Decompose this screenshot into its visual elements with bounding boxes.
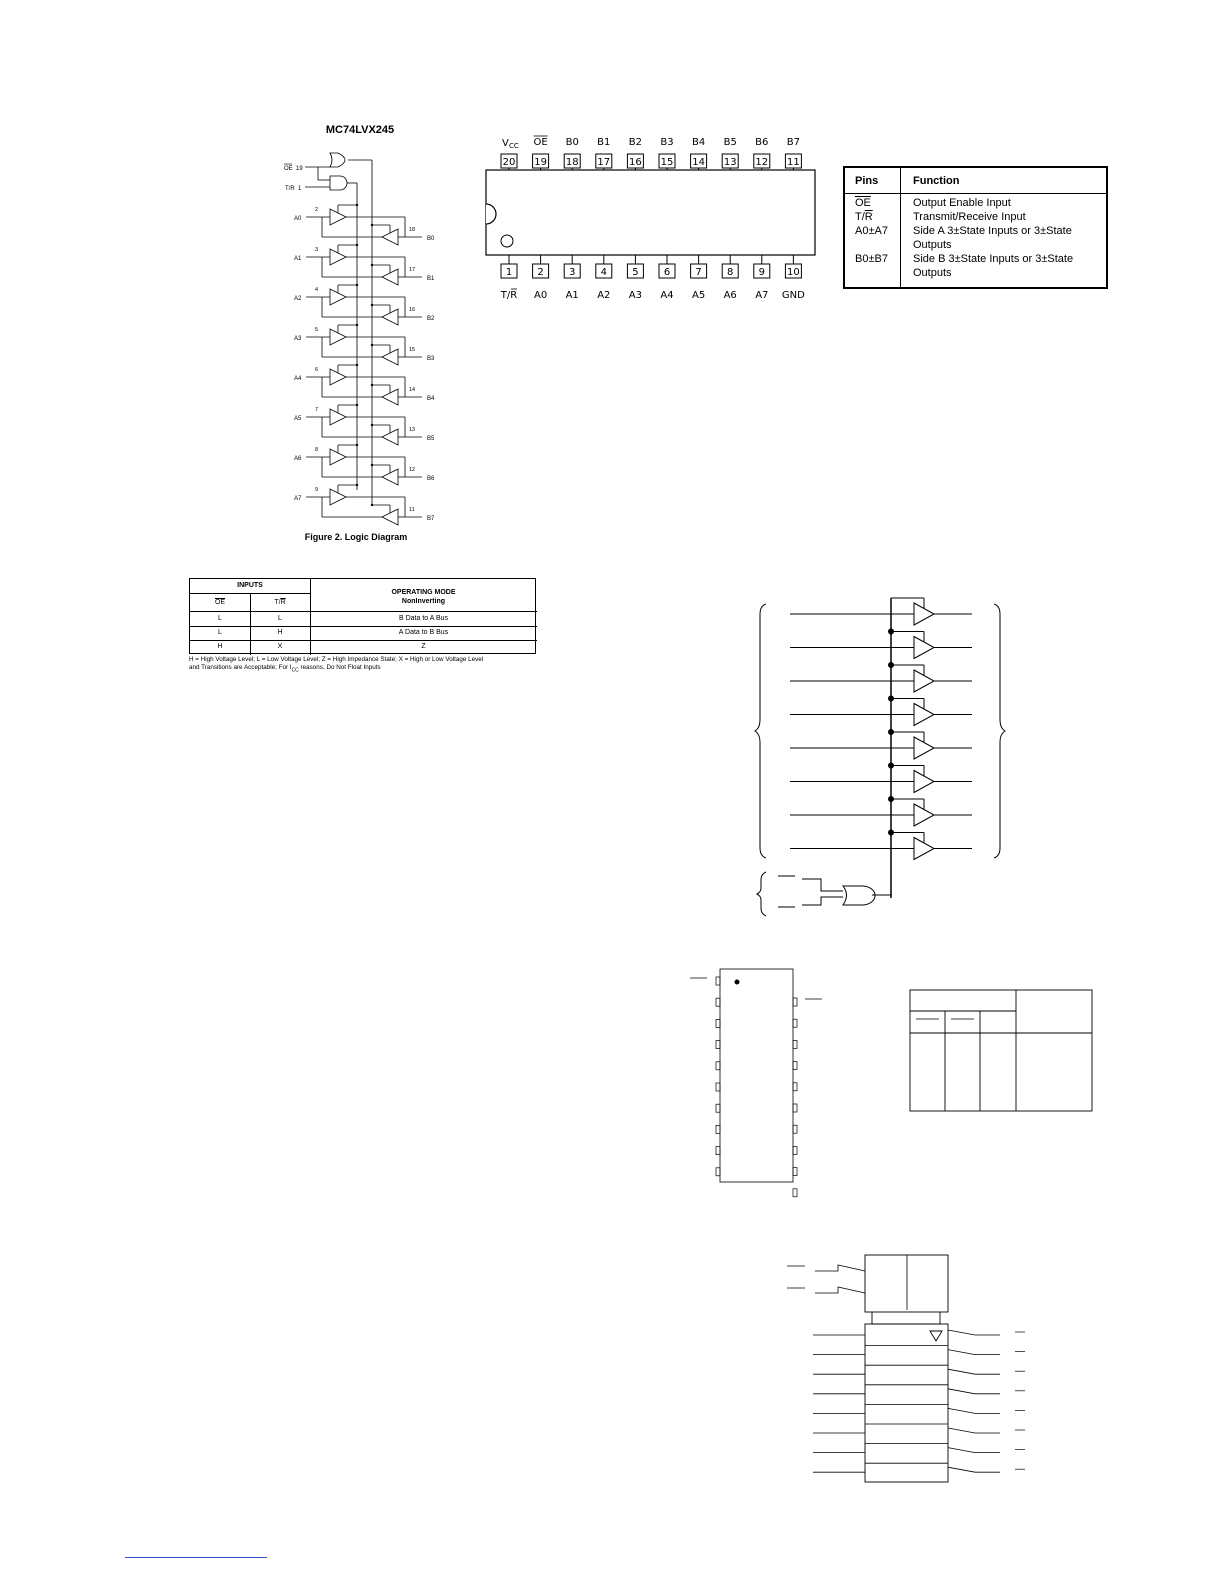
ieee-neck xyxy=(872,1312,940,1324)
tr-pin-number: 1 xyxy=(298,186,302,192)
top-pin-number: 15 xyxy=(660,157,674,168)
bottom-pin-label: A7 xyxy=(755,290,769,301)
b-output-label: B5 xyxy=(427,436,435,442)
a-input-label: A4 xyxy=(294,376,302,382)
dip-left-pin xyxy=(716,1019,720,1027)
dip-right-pin xyxy=(793,998,797,1006)
top-pin-label: V xyxy=(502,138,509,149)
tr-input-label: T/R xyxy=(285,186,295,192)
bottom-pin-label: A1 xyxy=(565,290,579,301)
b-pin-number: 11 xyxy=(409,507,415,513)
mode-subheader: NonInverting xyxy=(401,598,446,605)
gate-in-2 xyxy=(802,897,843,905)
a-pin-number: 2 xyxy=(315,207,319,213)
bottom-pin-number: 4 xyxy=(600,267,607,278)
dip-right-pin xyxy=(793,1062,797,1070)
b-pin-number: 14 xyxy=(409,387,416,393)
a-pin-number: 9 xyxy=(315,487,319,493)
top-pin-number: 17 xyxy=(597,157,611,168)
row3-tr: X xyxy=(277,643,283,650)
b-output-label: B2 xyxy=(427,316,435,322)
left-brace xyxy=(755,604,766,858)
row1-tr: L xyxy=(278,615,282,622)
function-oe: Output Enable Input xyxy=(913,197,1011,209)
a-pin-number: 5 xyxy=(315,327,319,333)
ieee-input-2 xyxy=(815,1287,865,1293)
pin-a: A0±A7 xyxy=(855,225,888,237)
a-pin-number: 8 xyxy=(315,447,319,453)
bottom-pin-label: A4 xyxy=(660,290,674,301)
b-pin-number: 16 xyxy=(409,307,416,313)
dip-left-pin xyxy=(716,1062,720,1070)
ieee-control-block xyxy=(865,1255,948,1312)
ieee-b-line xyxy=(948,1369,1000,1374)
top-pin-label: B0 xyxy=(565,137,579,148)
a-input-label: A6 xyxy=(294,456,302,462)
function-tr: Transmit/Receive Input xyxy=(913,211,1026,223)
dip-left-pin xyxy=(716,1168,720,1176)
top-pin-number: 20 xyxy=(502,157,516,168)
b-output-label: B4 xyxy=(427,396,435,402)
dip-package-outline xyxy=(720,969,793,1182)
row1-oe: L xyxy=(218,615,222,622)
mode-header: OPERATING MODE xyxy=(391,589,456,596)
inputs-header: INPUTS xyxy=(237,582,263,589)
dip-left-pin xyxy=(716,998,720,1006)
gate-in-1 xyxy=(802,879,843,891)
bus-junction xyxy=(888,796,894,802)
top-pin-label-sub: CC xyxy=(509,142,519,150)
bus-junction xyxy=(888,763,894,769)
top-pin-label: B1 xyxy=(597,137,611,148)
pin-tr: $T/\overline{R}$ xyxy=(855,211,873,223)
pin-b: B0±B7 xyxy=(855,253,888,265)
a-pin-number: 7 xyxy=(315,407,319,413)
b-output-label: B0 xyxy=(427,236,435,242)
dip-pin1-dot xyxy=(735,980,740,985)
dip-left-pin xyxy=(716,1125,720,1133)
top-pin-label: B5 xyxy=(723,137,737,148)
figure-caption: Figure 2. Logic Diagram xyxy=(304,532,408,542)
ieee-b-line xyxy=(948,1330,1000,1335)
dip-right-pin xyxy=(793,1146,797,1154)
b-pin-number: 18 xyxy=(409,227,416,233)
bottom-pin-number: 10 xyxy=(787,267,800,278)
dip-right-pin xyxy=(793,1083,797,1091)
b-pin-number: 17 xyxy=(409,267,416,273)
note-line-1: H = High Voltage Level; L = Low Voltage Level; Z = High Impedance State; X = High or Low Voltage Level xyxy=(189,656,484,663)
a-pin-number: 4 xyxy=(315,287,319,293)
bottom-pin-label: A6 xyxy=(723,290,737,301)
bus-junction xyxy=(888,629,894,635)
bottom-pin-number: 2 xyxy=(537,267,544,278)
ieee-b-line xyxy=(948,1408,1000,1413)
b-output-label: B3 xyxy=(427,356,435,362)
dip-left-pin xyxy=(716,1147,720,1155)
row3-mode: Z xyxy=(421,643,426,650)
function-a-cont: Outputs xyxy=(913,239,952,251)
dip-left-pin xyxy=(716,1041,720,1049)
top-pin-number: 19 xyxy=(534,157,547,168)
row3-oe: H xyxy=(217,643,223,650)
function-a: Side A 3±State Inputs or 3±State xyxy=(913,225,1072,237)
bottom-pin-label: A3 xyxy=(628,290,643,301)
pins-header: Pins xyxy=(855,175,879,187)
dip-right-pin xyxy=(793,1019,797,1027)
a-input-label: A3 xyxy=(294,336,302,342)
oe-pin-number: 19 xyxy=(296,166,303,172)
b-pin-number: 13 xyxy=(409,427,416,433)
a-input-label: A5 xyxy=(294,416,302,422)
a-input-label: A2 xyxy=(294,296,302,302)
note-line-2: and Transitions are Acceptable; For $I_{CC}$ reasons, Do Not Float Inputs xyxy=(189,664,381,674)
bottom-pin-label: A5 xyxy=(691,290,706,301)
top-pin-number: 18 xyxy=(565,157,579,168)
pin-oe: $\overline{OE}$ xyxy=(855,197,871,209)
a-input-label: A0 xyxy=(294,216,302,222)
ieee-b-line xyxy=(948,1467,1000,1472)
bus-junction xyxy=(888,696,894,702)
row2-tr: H xyxy=(277,629,283,636)
link-underline xyxy=(125,1557,267,1558)
dip-right-pin xyxy=(793,1125,797,1133)
function-table-outline xyxy=(910,990,1092,1111)
bus-junction xyxy=(888,662,894,668)
top-pin-number: 16 xyxy=(629,157,642,168)
function-header: Function xyxy=(913,175,960,187)
ieee-b-line xyxy=(948,1428,1000,1433)
b-output-label: B7 xyxy=(427,516,435,522)
diagram-title: MC74LVX245 xyxy=(325,124,395,136)
bottom-pin-number: 8 xyxy=(727,267,734,278)
bottom-pin-label: GND xyxy=(781,290,805,301)
oe-input-label: OE xyxy=(284,166,293,172)
dip-right-pin xyxy=(793,1168,797,1176)
b-output-label: B1 xyxy=(427,276,435,282)
bottom-pin-number: 3 xyxy=(569,267,576,278)
control-gate xyxy=(843,886,875,905)
top-pin-label: B3 xyxy=(660,137,674,148)
bottom-pin-label: A0 xyxy=(533,290,548,301)
b-output-label: B6 xyxy=(427,476,435,482)
a-input-label: A1 xyxy=(294,256,302,262)
a-input-label: A7 xyxy=(294,496,302,502)
a-pin-number: 6 xyxy=(315,367,319,373)
top-pin-label: OE xyxy=(533,137,548,148)
bottom-pin-number: 7 xyxy=(695,267,702,278)
top-pin-label: B2 xyxy=(628,137,643,148)
top-pin-number: 11 xyxy=(787,157,800,168)
row2-mode: A Data to B Bus xyxy=(398,629,449,636)
bottom-pin-number: 6 xyxy=(663,267,671,278)
top-pin-number: 12 xyxy=(755,157,769,168)
bus-junction xyxy=(888,729,894,735)
bottom-pin-number: 5 xyxy=(632,267,639,278)
row1-mode: B Data to A Bus xyxy=(398,615,449,622)
col-oe-header: $\overline{OE}$ xyxy=(214,599,226,606)
bottom-pin-number: 1 xyxy=(505,267,513,278)
dip-left-pin xyxy=(716,1083,720,1091)
function-b: Side B 3±State Inputs or 3±State xyxy=(913,253,1074,265)
ieee-input-1 xyxy=(815,1265,865,1271)
b-pin-number: 12 xyxy=(409,467,416,473)
ieee-b-line xyxy=(948,1350,1000,1355)
dip-left-pin xyxy=(716,1104,720,1112)
dip-left-pin xyxy=(716,977,720,985)
top-pin-number: 14 xyxy=(692,157,705,168)
ieee-data-block xyxy=(865,1324,948,1482)
a-pin-number: 3 xyxy=(315,247,319,253)
top-pin-label: B7 xyxy=(786,137,801,148)
function-b-cont: Outputs xyxy=(913,267,952,279)
right-brace xyxy=(994,604,1005,858)
col-tr-header: $T/\overline{R}$ xyxy=(274,599,286,606)
top-pin-label: B4 xyxy=(691,137,706,148)
ieee-b-line xyxy=(948,1448,1000,1453)
ieee-tristate-icon xyxy=(930,1331,942,1341)
ieee-b-line xyxy=(948,1389,1000,1394)
top-pin-label: B6 xyxy=(755,137,769,148)
bottom-pin-label: A2 xyxy=(597,290,611,301)
bus-junction xyxy=(888,830,894,836)
bottom-pin-label: T/R xyxy=(500,290,518,301)
dip-right-pin xyxy=(793,1104,797,1112)
dip-right-pin xyxy=(793,1040,797,1048)
bottom-pin-number: 9 xyxy=(758,267,765,278)
dip-right-pin xyxy=(793,1189,797,1197)
control-brace xyxy=(757,872,766,916)
top-pin-number: 13 xyxy=(723,157,737,168)
row2-oe: L xyxy=(218,629,222,636)
b-pin-number: 15 xyxy=(409,347,416,353)
